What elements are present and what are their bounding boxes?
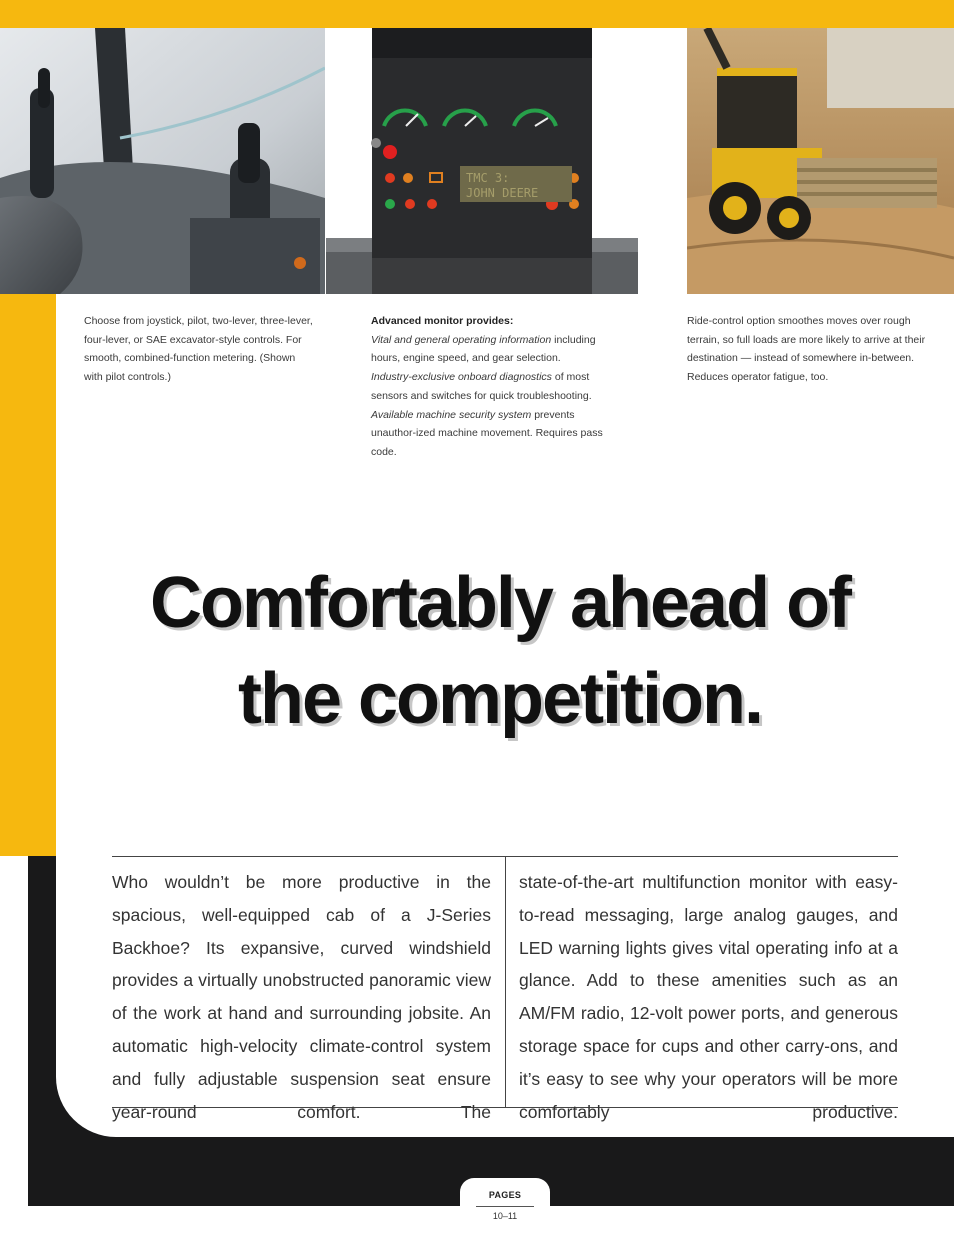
page-headline bbox=[100, 555, 900, 747]
monitor-caption-item-3-emphasis: Available machine security system bbox=[371, 408, 532, 421]
headline-line-1: Comfortably ahead of bbox=[149, 563, 851, 643]
monitor-display-line1: TMC 3: bbox=[466, 171, 510, 185]
monitor-caption-item-1-text: including hours, engine speed, and gear selection. bbox=[371, 333, 596, 365]
monitor-caption bbox=[371, 312, 621, 462]
monitor-display-line2: JOHN DEERE bbox=[466, 186, 539, 200]
headline-line-2: the competition. bbox=[238, 659, 762, 739]
column-divider bbox=[505, 856, 506, 1107]
monitor-caption-item-2-emphasis: Industry-exclusive onboard diagnostics bbox=[371, 371, 552, 384]
controls-caption: Choose from joystick, pilot, two-lever, three-lever, four-lever, or SAE excavator-style controls. For smooth, combined-function metering. (Shown with pilot controls.) bbox=[84, 315, 313, 384]
monitor-caption-item-2-text: of most sensors and switches for quick troubleshooting. bbox=[371, 371, 592, 402]
monitor-caption-title: Advanced monitor provides: bbox=[371, 315, 514, 327]
monitor-caption-item-3-text: prevents unauthor-ized machine movement. Requires pass code. bbox=[371, 408, 603, 458]
monitor-caption-item-1-emphasis: Vital and general operating information bbox=[371, 333, 552, 346]
controls-photo bbox=[0, 28, 325, 294]
page-number-rule bbox=[476, 1206, 534, 1207]
body-column-2: state-of-the-art multifunction monitor with easy-to-read messaging, large analog gauges, and LED warning lights gives vital operating info at a glance. Add to these amenities such as an AM/FM radio, 12-volt power ports, and generous storage space for cups and other carry-ons, and it’s easy to see why your operators will be more comfortably productive. bbox=[519, 872, 898, 1122]
body-column-1: Who wouldn’t be more productive in the spacious, well-equipped cab of a J-Series Backhoe? Its expansive, curved windshield provides a virtually unobstructed panoramic view of the work at hand and surrounding jobsite. An automatic high-velocity climate-control system and fully adjustable suspension seat ensure year-round comfort. The bbox=[112, 872, 491, 1122]
page-numbers: 10–11 bbox=[492, 1211, 518, 1221]
top-yellow-bar bbox=[0, 0, 954, 28]
backhoe-photo bbox=[687, 28, 954, 294]
pages-label: PAGES bbox=[488, 1190, 522, 1200]
monitor-photo bbox=[326, 28, 638, 294]
ride-control-caption: Ride-control option smoothes moves over rough terrain, so full loads are more likely to arrive at their destination — instead of somewhere in-between. Reduces operator fatigue, too. bbox=[687, 315, 926, 384]
